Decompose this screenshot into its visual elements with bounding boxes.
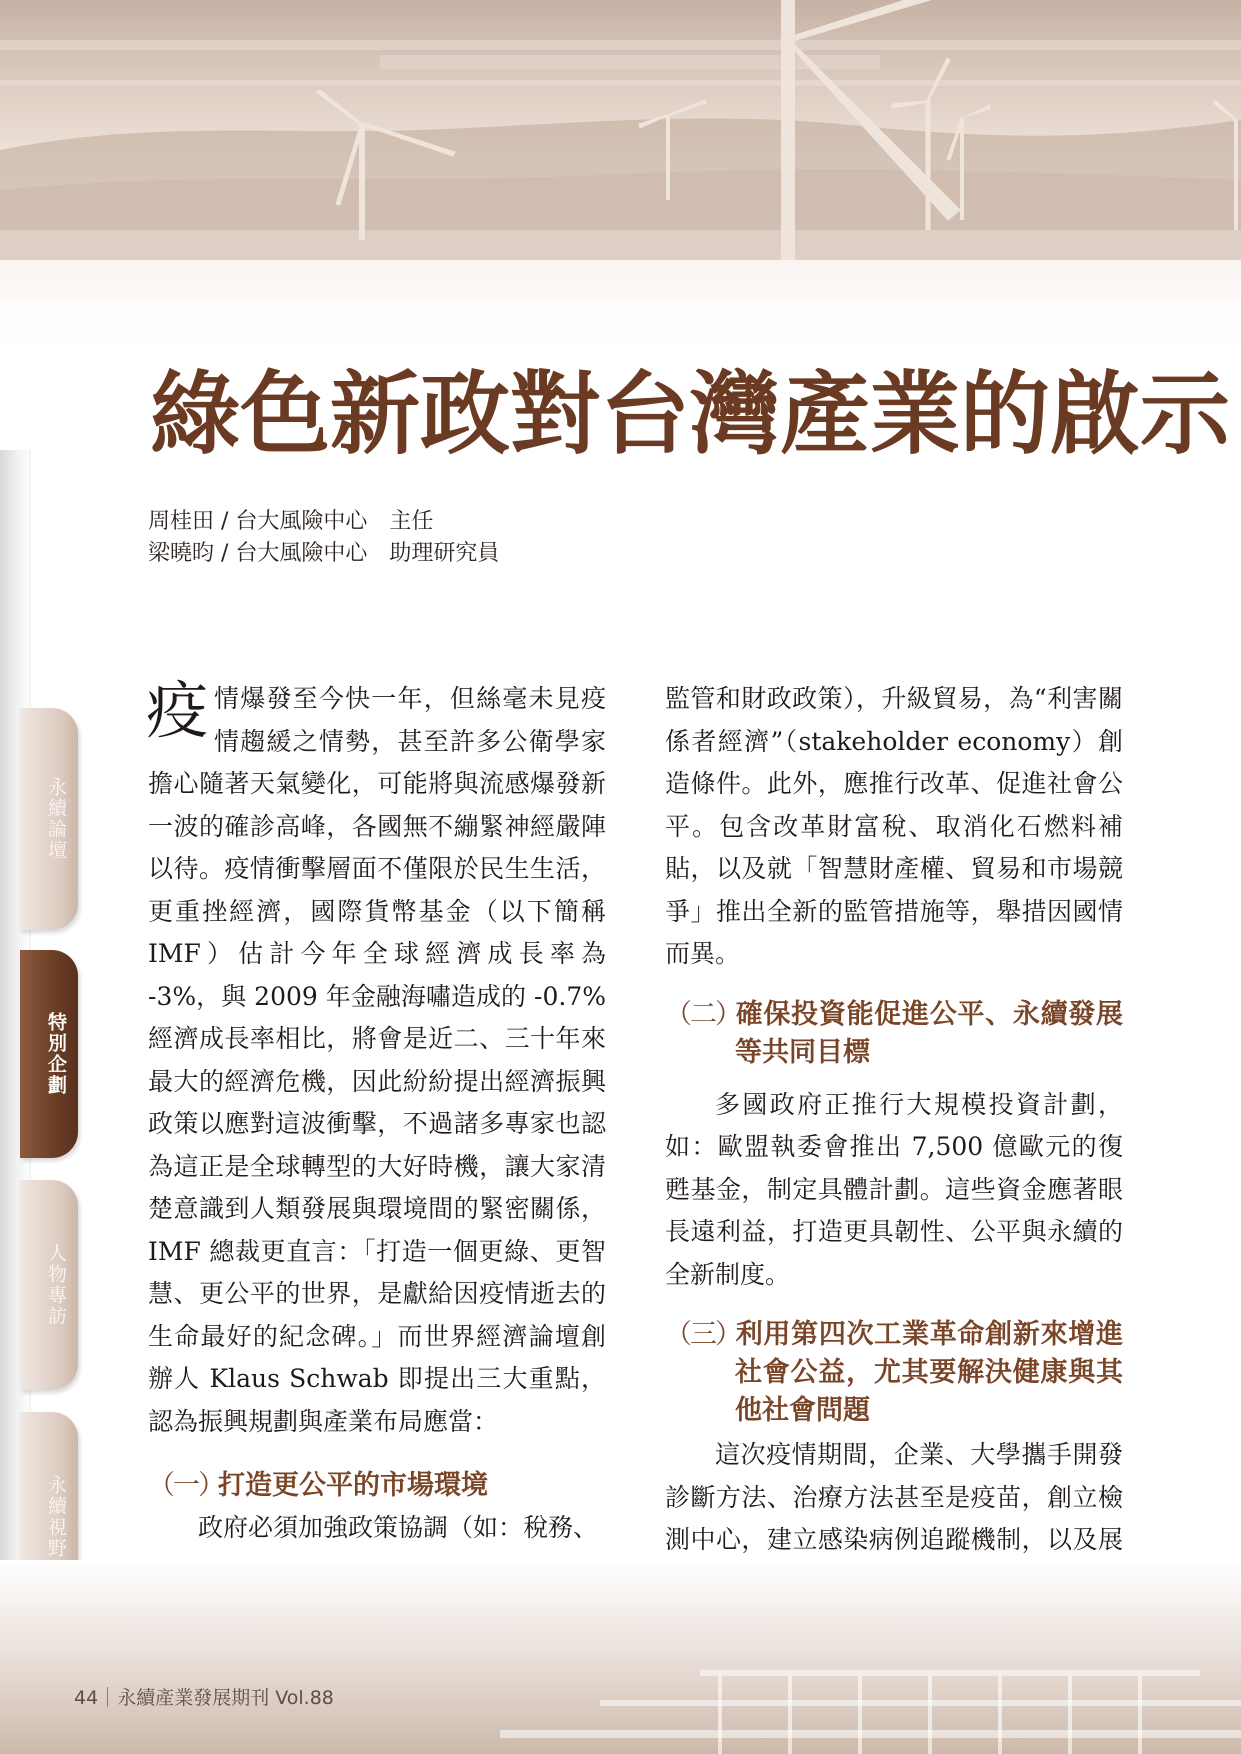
footer-photo <box>0 1560 1241 1754</box>
body-column-right <box>665 678 1123 1647</box>
side-tab-special-feature[interactable] <box>20 950 78 1158</box>
side-tab-label: 永續論壇 <box>45 777 67 861</box>
section-2-text: 多國政府正推行大規模投資計劃，如：歐盟執委會推出 7,500 億歐元的復甦基金，制定具體計劃。這些資金應著眼長遠利益，打造更具韌性、公平與永續的全新制度。 <box>665 1089 1123 1289</box>
footer-divider <box>107 1687 108 1707</box>
publication-name: 永續產業發展期刊 Vol.88 <box>117 1687 334 1709</box>
section-1-text: 政府必須加強政策協調（如：稅務、 <box>198 1513 599 1542</box>
solar-field-illustration <box>0 1560 1241 1754</box>
author-list <box>148 506 499 570</box>
section-heading-3 <box>665 1316 1123 1430</box>
intro-text: 情爆發至今快一年，但絲毫未見疫情趨緩之情勢，甚至許多公衛學家擔心隨著天氣變化，可能將與流感爆發新一波的確診高峰，各國無不繃緊神經嚴陣以待。疫情衝擊層面不僅限於民生生活，更重挫經濟，國際貨幣基金（以下簡稱 IMF）估計今年全球經濟成長率為 -3%，與 2009 年金融海嘯造成的 -0.7% 經濟成長率相比，將會是近二、三十年來最大的經濟危機，因此紛紛提出經濟振興政策以應對這波衝擊，不過諸多專家也認為這正是全球轉型的大好時機，讓大家清楚意識到人類發展與環境間的緊密關係，IMF 總裁更直言：「打造一個更綠、更智慧、更公平的世界，是獻給因疫情逝去的生命最好的紀念碑。」而世界經濟論壇創辦人 Klaus Schwab 即提出三大重點，認為振興規劃與產業布局應當： <box>148 684 606 1436</box>
author-line: 梁曉昀 / 台大風險中心 助理研究員 <box>148 541 500 566</box>
body-column-left <box>146 674 606 1550</box>
author-line: 周桂田 / 台大風險中心 主任 <box>148 509 434 534</box>
page-number: 44 <box>74 1687 99 1709</box>
section-number: （三） <box>665 1319 740 1350</box>
side-tab-label: 人物專訪 <box>45 1243 67 1327</box>
section-heading-2 <box>665 996 1123 1072</box>
section-title: 打造更公平的市場環境 <box>218 1470 488 1501</box>
intro-paragraph <box>146 674 606 1443</box>
section-heading-1 <box>148 1467 606 1505</box>
section-title: 確保投資能促進公平、永續發展等共同目標 <box>735 998 1123 1068</box>
drop-cap: 疫 <box>146 674 209 747</box>
section-number: （二） <box>665 998 740 1030</box>
section-3-text: 這次疫情期間，企業、大學攜手開發診斷方法、治療方法甚至是疫苗，創立檢測中心，建立感染病例追蹤機制，以及展 <box>665 1440 1123 1554</box>
section-1-text-continued: 監管和財政政策），升級貿易，為“利害關係者經濟”（stakeholder economy）創造條件。此外，應推行改革、促進社會公平。包含改革財富稅、取消化石燃料補貼，以及就「智慧財產權、貿易和市場競爭」推出全新的監管措施等，舉措因國情而異。 <box>665 684 1123 968</box>
side-tab-label: 特別企劃 <box>45 1012 67 1096</box>
section-title: 利用第四次工業革命創新來增進社會公益，尤其要解決健康與其他社會問題 <box>735 1319 1123 1426</box>
side-tab-interviews[interactable] <box>20 1180 78 1390</box>
article-title: 綠色新政對台灣產業的啟示 <box>150 362 1230 468</box>
side-tab-label: 永續視野 <box>45 1475 67 1559</box>
side-tab-sustainability-forum[interactable] <box>20 708 78 930</box>
section-number: （一） <box>148 1470 223 1501</box>
page-footer <box>74 1683 334 1710</box>
